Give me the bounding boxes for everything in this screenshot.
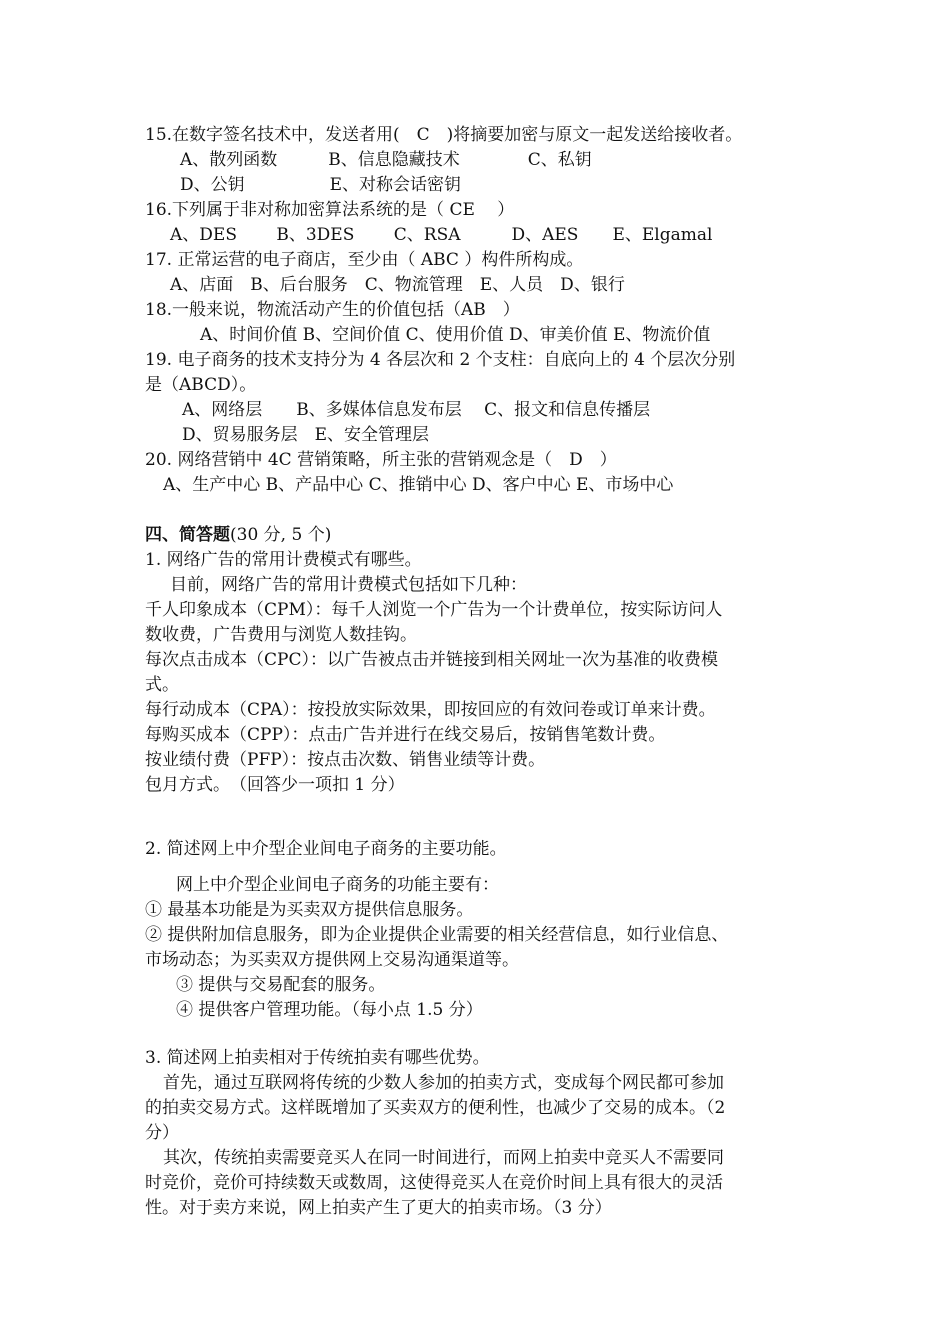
section-heading	[145, 524, 331, 546]
sa3-para1-line3: 分）	[145, 1123, 179, 1143]
sa2-point3: ③ 提供与交易配套的服务。	[176, 975, 386, 995]
section-heading-note: (30 分, 5 个)	[230, 525, 332, 545]
sa1-cpm-line2: 数收费，广告费用与浏览人数挂钩。	[145, 625, 417, 645]
sa1-cpc-line1: 每次点击成本（CPC）：以广告被点击并链接到相关网址一次为基准的收费模	[145, 650, 718, 670]
q18-stem: 18.一般来说，物流活动产生的价值包括（AB ）	[145, 300, 520, 320]
sa3-question: 3. 简述网上拍卖相对于传统拍卖有哪些优势。	[145, 1048, 490, 1068]
q16-options: A、DES B、3DES C、RSA D、AES E、Elgamal	[170, 225, 713, 245]
sa1-pfp: 按业绩付费（PFP）：按点击次数、销售业绩等计费。	[145, 750, 546, 770]
q17-stem: 17. 正常运营的电子商店，至少由（ ABC ）构件所构成。	[145, 250, 584, 270]
q19-options-line1: A、网络层 B、多媒体信息发布层 C、报文和信息传播层	[182, 400, 651, 420]
sa1-cpp: 每购买成本（CPP）：点击广告并进行在线交易后，按销售笔数计费。	[145, 725, 666, 745]
q17-options: A、店面 B、后台服务 C、物流管理 E、人员 D、银行	[170, 275, 625, 295]
sa3-para1-line1: 首先，通过互联网将传统的少数人参加的拍卖方式，变成每个网民都可参加	[163, 1073, 724, 1093]
sa2-point2-line1: ② 提供附加信息服务，即为企业提供企业需要的相关经营信息，如行业信息、	[145, 925, 729, 945]
q15-stem: 15.在数字签名技术中，发送者用( C )将摘要加密与原文一起发送给接收者。	[145, 125, 743, 145]
sa3-para2-line2: 时竞价，竞价可持续数天或数周，这使得竞买人在竞价时间上具有很大的灵活	[145, 1173, 723, 1193]
sa3-para2-line1: 其次，传统拍卖需要竞买人在同一时间进行，而网上拍卖中竞买人不需要同	[163, 1148, 724, 1168]
q16-stem: 16.下列属于非对称加密算法系统的是（ CE ）	[145, 200, 515, 220]
q20-stem: 20. 网络营销中 4C 营销策略，所主张的营销观念是（ D ）	[145, 450, 617, 470]
q18-options: A、时间价值 B、空间价值 C、使用价值 D、审美价值 E、物流价值	[200, 325, 711, 345]
sa3-para1-line2: 的拍卖交易方式。这样既增加了买卖双方的便利性，也减少了交易的成本。（2	[145, 1098, 726, 1118]
q19-options-line2: D、贸易服务层 E、安全管理层	[182, 425, 430, 445]
sa1-question: 1. 网络广告的常用计费模式有哪些。	[145, 550, 422, 570]
sa2-intro: 网上中介型企业间电子商务的功能主要有：	[176, 875, 499, 895]
sa1-cpm-line1: 千人印象成本（CPM）：每千人浏览一个广告为一个计费单位，按实际访问人	[145, 600, 723, 620]
q20-options: A、生产中心 B、产品中心 C、推销中心 D、客户中心 E、市场中心	[163, 475, 674, 495]
q15-options-line1: A、散列函数 B、信息隐藏技术 C、私钥	[180, 150, 592, 170]
sa1-cpc-line2: 式。	[145, 675, 179, 695]
sa2-point1: ① 最基本功能是为买卖双方提供信息服务。	[145, 900, 474, 920]
sa1-intro: 目前，网络广告的常用计费模式包括如下几种：	[170, 575, 527, 595]
q19-stem-line2: 是（ABCD）。	[145, 375, 257, 395]
sa1-monthly: 包月方式。 （回答少一项扣 1 分）	[145, 775, 405, 795]
q19-stem-line1: 19. 电子商务的技术支持分为 4 各层次和 2 个支柱：自底向上的 4 个层次分别	[145, 350, 736, 370]
sa1-cpa: 每行动成本（CPA）：按投放实际效果，即按回应的有效问卷或订单来计费。	[145, 700, 716, 720]
sa2-question: 2. 简述网上中介型企业间电子商务的主要功能。	[145, 839, 507, 859]
sa2-point2-line2: 市场动态；为买卖双方提供网上交易沟通渠道等。	[145, 950, 519, 970]
sa3-para2-line3: 性。对于卖方来说，网上拍卖产生了更大的拍卖市场。（3 分）	[145, 1198, 612, 1218]
sa2-point4: ④ 提供客户管理功能。（每小点 1.5 分）	[176, 1000, 483, 1020]
q15-options-line2: D、公钥 E、对称会话密钥	[180, 175, 462, 195]
section-heading-title: 四、简答题	[145, 525, 230, 545]
